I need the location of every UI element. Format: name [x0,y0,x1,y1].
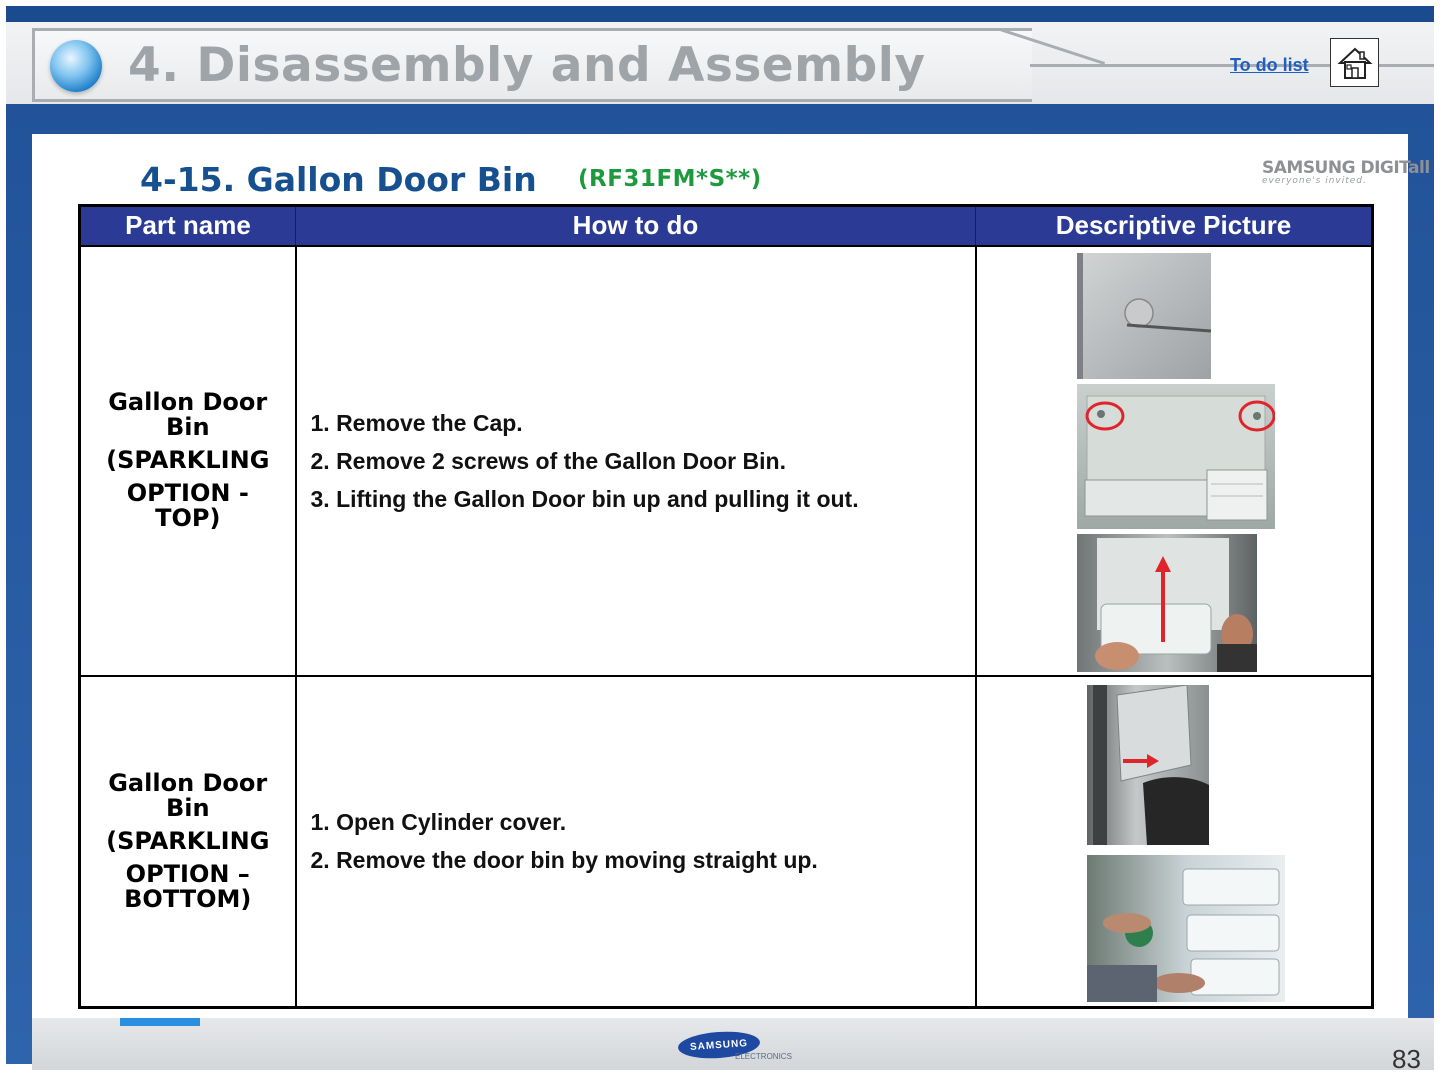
home-button[interactable] [1330,38,1379,87]
header-stripe [6,6,1434,22]
todo-list-link[interactable]: To do list [1230,55,1309,75]
cylinder-cover-photo [1087,685,1209,845]
table-row [80,246,1373,676]
part-name-line: BOTTOM) [124,884,252,913]
step-list [311,404,975,518]
step-item: 3. Lifting the Gallon Door bin up and pulling it out. [310,485,859,512]
page-number: 83 [1392,1044,1421,1074]
samsung-logo-subtitle: ELECTRONICS [735,1052,792,1061]
home-icon [1336,44,1374,82]
samsung-logo-text: SAMSUNG [689,1037,749,1053]
instructions-cell [296,676,976,1008]
part-name-line: TOP) [155,504,221,532]
footer-accent [120,1018,200,1026]
part-name-line: (SPARKLING [106,446,270,474]
part-name-line: Gallon Door [108,768,268,797]
table-header-row [80,206,1373,246]
samsung-digitall-logo [1262,160,1430,186]
picture-cell [976,676,1373,1008]
screws-photo [1077,384,1275,529]
section-title: 4-15. Gallon Door Bin [140,160,537,199]
picture-cell [976,246,1373,676]
model-code: (RF31FM*S**) [578,166,762,192]
column-header-how: How to do [296,206,976,246]
step-item: 1. Remove the Cap. [310,409,523,436]
part-name-line: (SPARKLING [106,826,270,855]
procedure-table [78,204,1374,1009]
part-name-line: Bin [165,793,210,822]
lifting-photo [1077,534,1257,672]
globe-icon [50,40,102,92]
page-title: 4. Disassembly and Assembly [128,38,926,93]
column-header-picture: Descriptive Picture [976,206,1373,246]
part-name-line: OPTION - [126,479,249,507]
step-item: 1. Open Cylinder cover. [310,809,567,836]
part-name-line: OPTION – [125,859,250,888]
remove-bin-photo [1087,855,1285,1002]
part-name-line: Bin [165,413,210,441]
part-name-cell [80,676,296,1008]
instructions-cell [296,246,976,676]
cap-photo [1077,253,1211,379]
brand-tagline: everyone's invited. [1262,176,1367,186]
column-header-part: Part name [80,206,296,246]
step-item: 2. Remove the door bin by moving straight up. [310,847,818,874]
step-item: 2. Remove 2 screws of the Gallon Door Bin. [310,447,786,474]
part-name-line: Gallon Door [108,388,268,416]
table-row [80,676,1373,1008]
part-name-cell [80,246,296,676]
brand-line: SAMSUNG DIGITall [1262,158,1430,178]
step-list [311,803,975,879]
